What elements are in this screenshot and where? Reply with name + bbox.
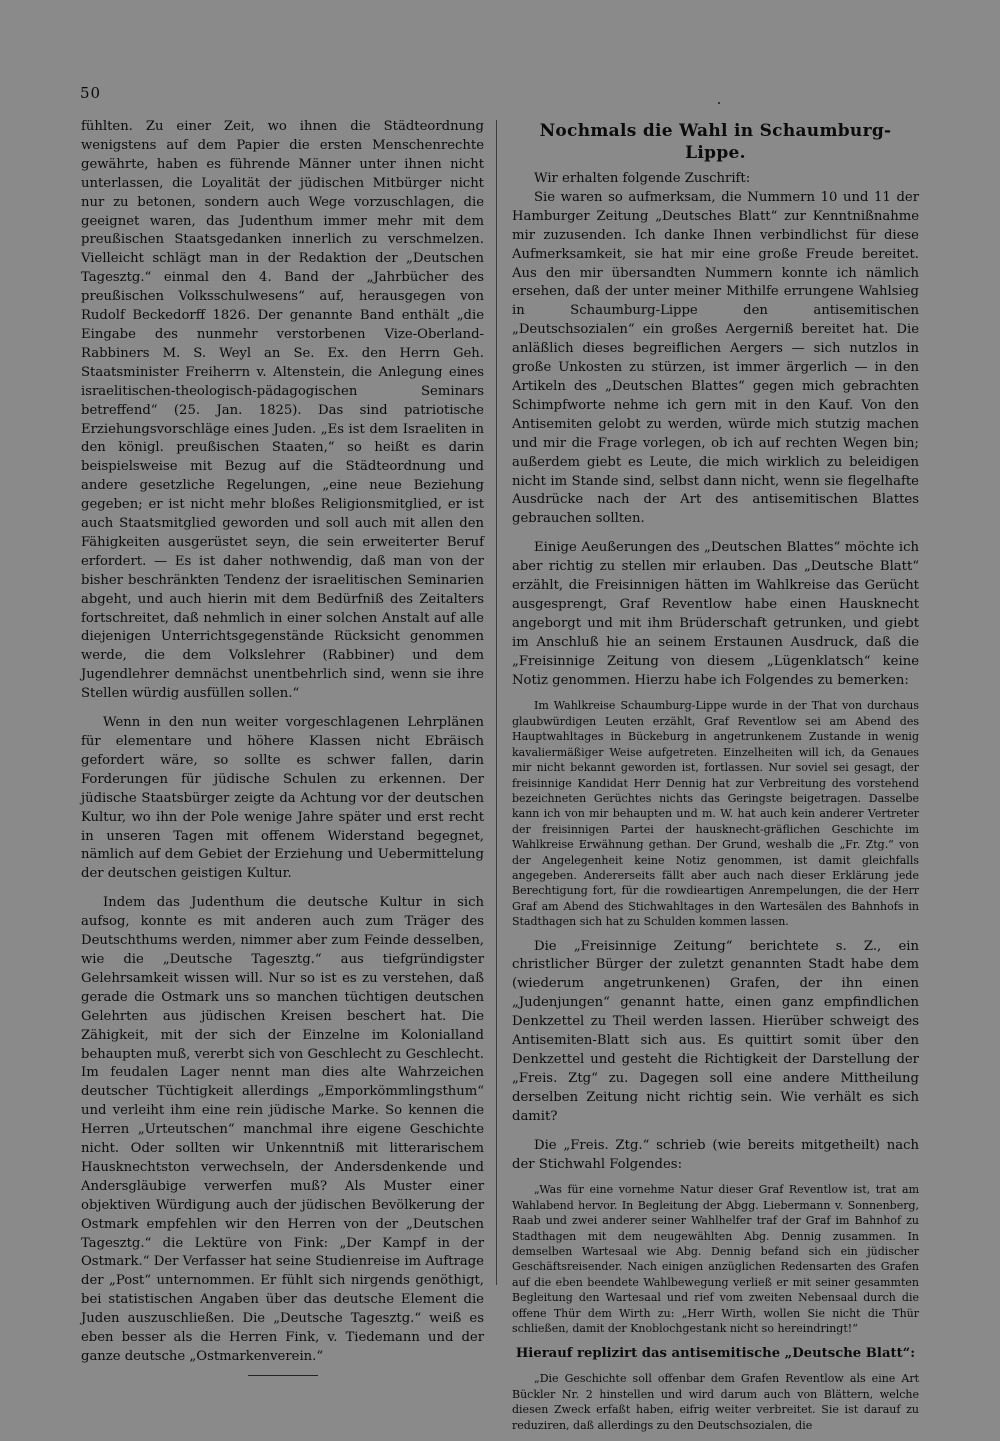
right-paragraph-1: Sie waren so aufmerksam, die Nummern 10 und 11 der Hamburger Zeitung „Deutsches Blatt“ zur Kenntnißnahme mir zuzusenden. Ich danke Ihnen verbindlichst für diese Aufmerksamkeit, sie hat mir eine große Freude bereitet. Aus den mir übersandten Nummern konnte ich nämlich ersehen, daß der unter meiner Mithilfe errungene Wahlsieg in Schaumburg-Lippe den antisemitischen „Deutschsozialen“ ein großes Aergerniß bereitet hat. Die anläßlich dieses begreiflichen Aergers — sich nutzlos in große Unkosten zu stürzen, ist immer ärgerlich — in den Artikeln des „Deutschen Blattes“ gegen mich gebrachten Schimpfworte nehme ich gern mit in den Kauf. Von den Antisemiten gelobt zu werden, würde mich stutzig machen und mir die Frage vorlegen, ob ich auf rechten Wegen bin; außerdem giebt es Leute, die mich wirklich zu beleidigen nicht im Stande sind, selbst dann nicht, wenn sie flegelhafte Ausdrücke nach der Art des antisemitischen Blattes gebrauchen sollten. <box>512 189 919 527</box>
page-number: 50 <box>80 84 102 102</box>
top-mark <box>718 102 720 104</box>
right-paragraph-2: Einige Aeußerungen des „Deutschen Blattes“ möchte ich aber richtig zu stellen mir erlauben. Das „Deutsche Blatt“ erzählt, die Freisinnigen hätten im Wahlkreise das Gerücht ausgesprengt, Graf Reventlow habe einen Hausknecht angeborgt und mit ihm Brüderschaft getrunken, und giebt im Anschluß hie an seinem Erstaunen Ausdruck, daß die „Freisinnige Zeitung von diesem „Lügenklatsch“ keine Notiz genommen. Hierzu habe ich Folgendes zu bemerken: <box>512 540 919 688</box>
left-paragraph-3: Indem das Judenthum die deutsche Kultur in sich aufsog, konnte es mit anderen auch zum Träger des Deutschthums werden, nimmer aber zum Feinde desselben, wie die „Deutsche Tagesztg.“ aus tiefgründigster Gelehrsamkeit wissen will. Nur so ist es zu verstehen, daß gerade die Ostmark uns so manchen tüchtigen deutschen Gelehrten aus jüdischen Kreisen beschert hat. Die Zähigkeit, mit der sich der Einzelne im Kolonialland behaupten muß, vererbt sich von Geschlecht zu Geschlecht. Im feudalen Lager nennt man dies alte Wahrzeichen deutscher Tüchtigkeit allerdings „Emporkömmlingsthum“ und verleiht ihm eine rein jüdische Marke. So kennen die Herren „Urteutschen“ manchmal ihre eigene Geschichte nicht. Oder sollten wir Unkenntniß mit litterarischem Hausknechtston verwechseln, der Andersdenkende und Andersgläubige verwerfen muß? Als Muster einer objektiven Würdigung auch der jüdischen Bevölkerung der Ostmark empfehlen wir den Herren von der „Deutschen Tagesztg.“ die Lektüre von Fink: „Der Kampf in der Ostmark.“ Der Verfasser hat seine Studienreise im Auftrage der „Post“ unternommen. Er fühlt sich nirgends genöthigt, bei statistischen Angaben über das deutsche Element die Juden auszuschließen. Die „Deutsche Tagesztg.“ weiß es eben besser als die Herren Fink, v. Tiedemann und der ganze deutsche „Ostmarkenverein.“ <box>81 895 484 1364</box>
quote-block-3: „Die Geschichte soll offenbar dem Grafen Reventlow als eine Art Bückler Nr. 2 hinstellen und wird darum auch von Blättern, welche diesen Zweck erfaßt haben, eifrig weiter verbreitet. Sie ist darauf zu reduziren, daß allerdings zu den Deutschsozialen, die <box>512 1372 919 1432</box>
right-column <box>512 120 919 1441</box>
left-paragraph-2: Wenn in den nun weiter vorgeschlagenen Lehrplänen für elementare und höhere Klassen nicht Ebräisch gefordert wäre, so sollte es schwer fallen, darin Forderungen für jüdische Schulen zu erkennen. Der jüdische Staatsbürger zeigte da Achtung vor der deutschen Kultur, wo ihn der Pole wenige Jahre später und erst recht in unseren Tagen mit offenem Widerstand begegnet, nämlich auf dem Gebiet der Erziehung und Uebermittelung der deutschen geistigen Kultur. <box>81 715 484 882</box>
article-intro: Wir erhalten folgende Zuschrift: <box>534 171 751 186</box>
quote-block-1: Im Wahlkreise Schaumburg-Lippe wurde in der That von durchaus glaubwürdigen Leuten erzählt, Graf Reventlow sei am Abend des Hauptwahltages in Bückeburg in angetrunkenem Zustande in wenig kavaliermäßiger Weise aufgetreten. Einzelheiten will ich, da Genaues mir nicht bekannt geworden ist, fortlassen. Nur soviel sei gesagt, der freisinnige Kandidat Herr Dennig hat zur Verbreitung des vorstehend bezeichneten Gerüchtes nichts das Geringste beigetragen. Dasselbe kann ich von mir behaupten und m. W. hat auch kein anderer Vertreter der freisinnigen Partei der hausknecht-gräflichen Geschichte im Wahlkreise Erwähnung gethan. Der Grund, weshalb die „Fr. Ztg.“ von der Angelegenheit keine Notiz genommen, ist damit gleichfalls angegeben. Andererseits fällt aber auch nach dieser Erklärung jede Berechtigung fort, für die rowdieartigen Anrempelungen, die der Herr Graf am Abend des Stichwahltages in den Wartesälen des Bahnhofs in Stadthagen sich hat zu Schulden kommen lassen. <box>512 699 919 929</box>
article-heading: Nochmals die Wahl in Schaumburg-Lippe. <box>539 121 892 163</box>
right-paragraph-3: Die „Freisinnige Zeitung“ berichtete s. Z., ein christlicher Bürger der zuletzt genannten Stadt habe dem (wiederum angetrunkenen) Grafen, der ihn einen „Judenjungen“ genannt hatte, einen ganz empfindlichen Denkzettel zu Theil werden lassen. Hierüber schweigt des Antisemiten-Blatt sich aus. Es quittirt somit über den Denkzettel und gesteht die Richtigkeit der Darstellung der „Freis. Ztg“ zu. Dagegen soll eine andere Mittheilung derselben Zeitung nicht richtig sein. Wie verhält es sich damit? <box>512 938 919 1124</box>
quote-block-2: „Was für eine vornehme Natur dieser Graf Reventlow ist, trat am Wahlabend hervor. In Begleitung der Abgg. Liebermann v. Sonnenberg, Raab und zwei anderer seiner Wahlhelfer traf der Graf im Bahnhof zu Stadthagen mit dem neugewählten Abg. Dennig zusammen. In demselben Wartesaal wie Abg. Dennig befand sich ein jüdischer Geschäftsreisender. Nach einigen anzüglichen Redensarten des Grafen auf die eben beendete Wahlbewegung verließ er mit seiner gesammten Begleitung den Wartesaal und rief vom zweiten Nebensaal durch die offene Thür dem Wirth zu: „Herr Wirth, wollen Sie nicht die Thür schließen, damit der Knoblochgestank nicht so hereindringt!“ <box>512 1183 919 1336</box>
end-rule <box>248 1375 318 1376</box>
left-paragraph-1: fühlten. Zu einer Zeit, wo ihnen die Städteordnung wenigstens auf dem Papier die ersten Menschenrechte gewährte, haben es führende Männer unter ihnen nicht unterlassen, die Loyalität der jüdischen Mitbürger nicht nur zu betonen, sondern auch Wege vorzuschlagen, die geeignet waren, das Judenthum immer mehr mit dem preußischen Staatsgedanken innerlich zu verschmelzen. Vielleicht schlägt man in der Redaktion der „Deutschen Tagesztg.“ einmal den 4. Band der „Jahrbücher des preußischen Volksschulwesens“ auf, herausgegen von Rudolf Beckedorff 1826. Der genannte Band enthält „die Eingabe des nunmehr verstorbenen Vize-Oberland-Rabbiners M. S. Weyl an Se. Ex. den Herrn Geh. Staatsminister Freiherrn v. Altenstein, die Anlegung eines israelitischen-theologisch-pädagogischen Seminars betreffend“ (25. Jan. 1825). Das sind patriotische Erziehungsvorschläge eines Juden. „Es ist dem Israeliten in den königl. preußischen Staaten,“ so heißt es darin beispielsweise mit Bezug auf die Städteordnung und andere gesetzliche Regelungen, „eine neue Beziehung gegeben; er ist nicht mehr bloßes Religionsmitglied, er ist auch Staatsmitglied geworden und soll auch mit allen den Fähigkeiten ausgerüstet seyn, die sein erweiterter Beruf erfordert. — Es ist daher nothwendig, daß man von der bisher beschränkten Tendenz der israelitischen Seminarien abgeht, und auch hierin mit dem Bedürfniß des Zeitalters fortschreitet, daß nehmlich in einer solchen Anstalt auf alle diejenigen Unterrichtsgegenstände Rücksicht genommen werde, die dem Volkslehrer (Rabbiner) und dem Jugendlehrer demnächst unentbehrlich sind, wenn sie ihre Stellen würdig ausfüllen sollen.“ <box>81 119 484 702</box>
column-divider <box>496 120 497 1285</box>
right-paragraph-4: Die „Freis. Ztg.“ schrieb (wie bereits mitgetheilt) nach der Stichwahl Folgendes: <box>512 1137 919 1172</box>
left-column <box>81 118 484 1376</box>
sub-heading: Hierauf replizirt das antisemitische „Deutsche Blatt“: <box>515 1345 916 1361</box>
